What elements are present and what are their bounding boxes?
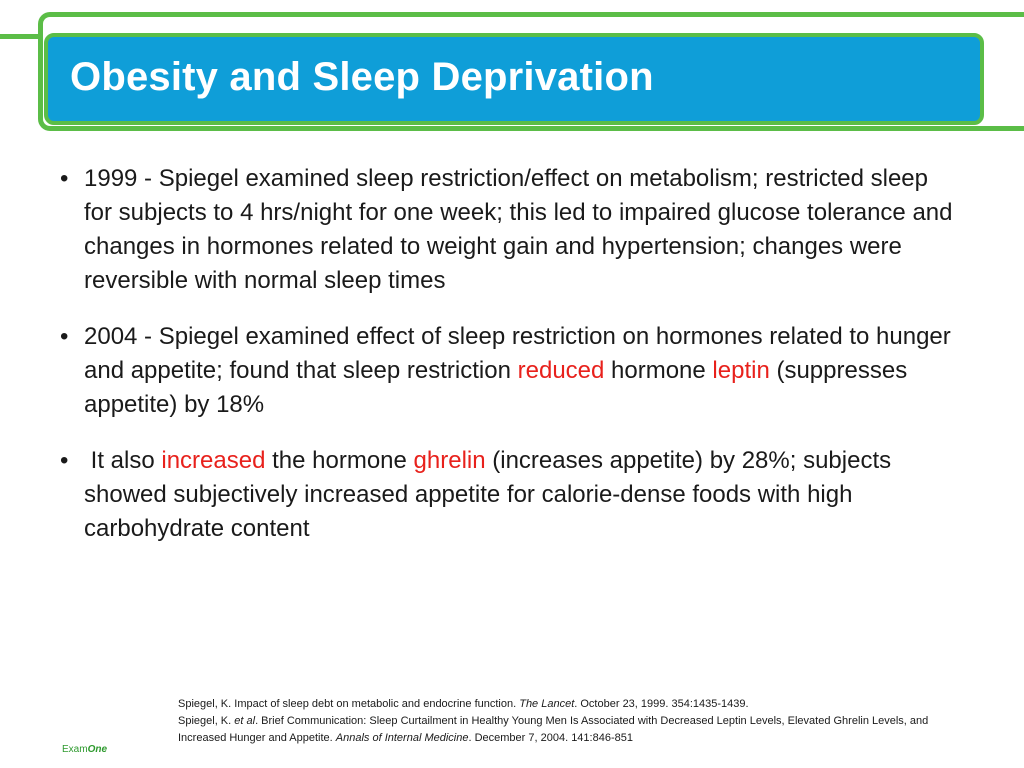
reference-etal: et al	[234, 715, 256, 727]
logo-text-italic: One	[87, 744, 108, 755]
bullet-marker: •	[60, 447, 69, 474]
bullet-item	[60, 444, 960, 546]
bullet-text: (increases appetite) by 28%; subjects showed subjectively increased appetite for calorie-dense foods with high carbohydrate content	[84, 447, 892, 542]
bullet-item	[60, 162, 960, 298]
highlight-leptin: leptin	[712, 357, 770, 384]
reference-text: . Brief Communication: Sleep Curtailment in Healthy Young Men Is Associated with Decreased Leptin Levels, Elevated Ghrelin Levels, and Increased Hunger and Appetite.	[178, 715, 929, 744]
header-banner	[44, 33, 984, 125]
bullet-text: 2004 - Spiegel examined effect of sleep restriction on hormones related to hunger and appetite; found that sleep restriction	[84, 323, 951, 384]
reference-item	[178, 696, 978, 713]
bullet-list	[60, 162, 960, 546]
bullet-text: (suppresses appetite) by 18%	[84, 357, 908, 418]
bullet-text: the hormone	[265, 447, 414, 474]
bullet-marker: •	[60, 323, 69, 350]
reference-text: Spiegel, K. Impact of sleep debt on metabolic and endocrine function.	[178, 698, 520, 710]
reference-text: . December 7, 2004. 141:846-851	[468, 732, 633, 744]
references	[178, 696, 978, 747]
reference-journal: Annals of Internal Medicine	[335, 732, 469, 744]
highlight-reduced: reduced	[517, 357, 605, 384]
bullet-text: It also	[84, 447, 162, 474]
reference-journal: The Lancet	[519, 698, 575, 710]
bullet-marker: •	[60, 165, 69, 192]
reference-text: Spiegel, K.	[178, 715, 235, 727]
highlight-increased: increased	[161, 447, 266, 474]
bullet-text: hormone	[604, 357, 713, 384]
slide-title: Obesity and Sleep Deprivation	[70, 55, 654, 99]
bullet-text: 1999 - Spiegel examined sleep restriction/effect on metabolism; restricted sleep for subjects to 4 hrs/night for one week; this led to impaired glucose tolerance and changes in hormones related to weight gain and hypertension; changes were reversible with normal sleep times	[84, 165, 953, 294]
reference-item	[178, 713, 978, 747]
reference-text: . October 23, 1999. 354:1435-1439.	[574, 698, 749, 710]
logo-text: Exam	[62, 744, 88, 755]
bullet-item	[60, 320, 960, 422]
highlight-ghrelin: ghrelin	[413, 447, 486, 474]
examone-logo	[62, 744, 107, 755]
